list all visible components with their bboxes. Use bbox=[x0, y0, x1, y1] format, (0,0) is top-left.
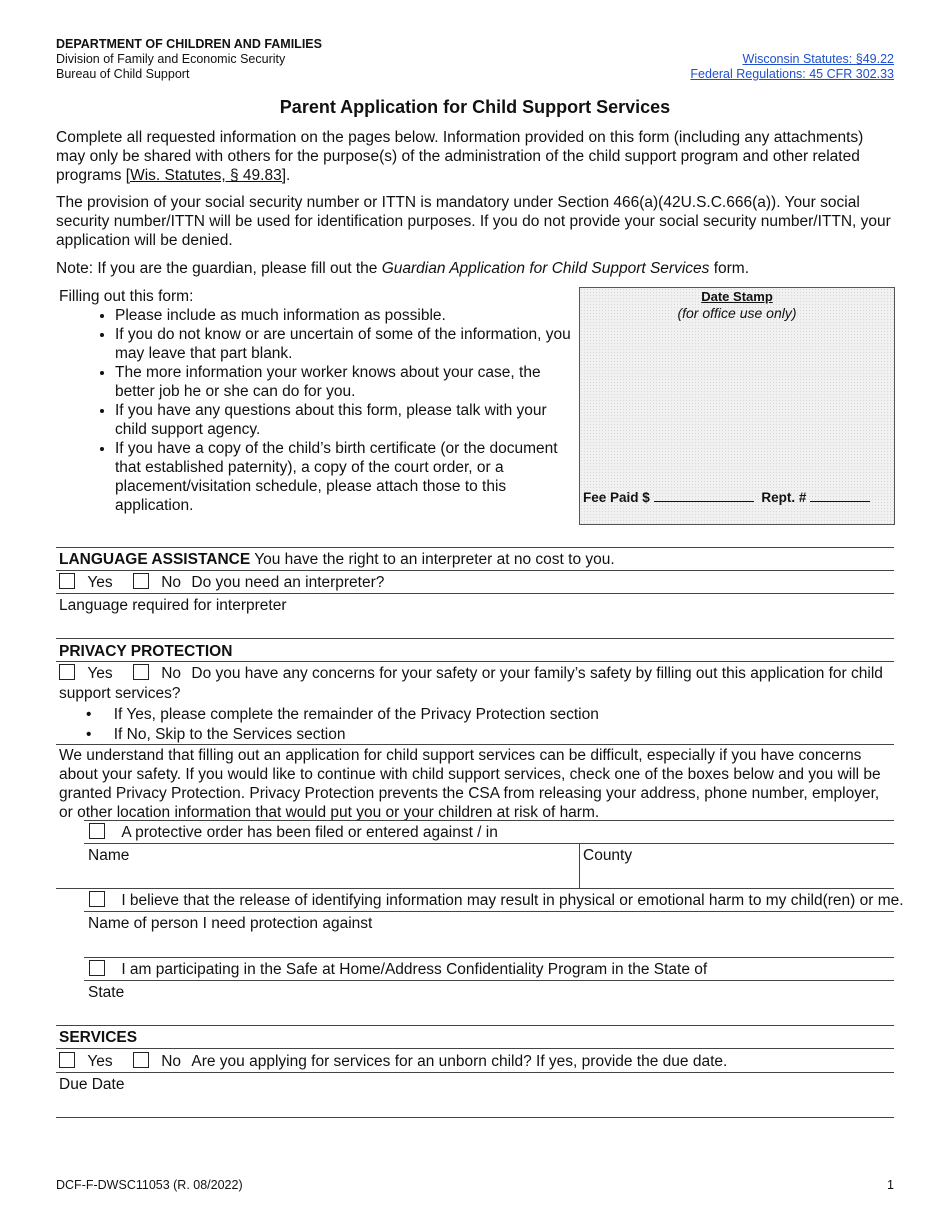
form-id: DCF-F-DWSC11053 (R. 08/2022) bbox=[56, 1178, 243, 1192]
form-title: Parent Application for Child Support Services bbox=[279, 97, 671, 117]
intro-end: . bbox=[286, 167, 291, 184]
harm-label: I believe that the release of identifying information may result in physical or emotional harm to my child(ren) or me. bbox=[121, 892, 904, 909]
protective-fields-input[interactable] bbox=[56, 888, 894, 889]
yes-label: Yes bbox=[87, 574, 113, 591]
list-item: • The more information your worker knows about your case, the better job he or she can do for you. bbox=[115, 363, 579, 401]
divider bbox=[56, 570, 894, 571]
safety-question: Do you have any concerns for your safety or your family’s safety by filling out this application for child bbox=[191, 665, 883, 682]
ssn-paragraph: The provision of your social security number or ITTN is mandatory under Section 466(a)(42U.S.C.666(a)). Your social security number/ITTN will be used for identification purposes. If you do not provide your social security number/ITTN, your application will be denied. bbox=[56, 194, 891, 249]
division-name: Division of Family and Economic Security bbox=[56, 52, 286, 66]
interpreter-yes-checkbox[interactable] bbox=[59, 573, 75, 589]
safe-at-home-option bbox=[89, 960, 707, 979]
language-heading-text: You have the right to an interpreter at no cost to you. bbox=[250, 551, 615, 568]
list-item: • If you have a copy of the child’s birth certificate (or the document that established paternity), a copy of the court order, or a placement/visitation schedule, please attach those to this application. bbox=[115, 439, 579, 515]
instructions-heading: Filling out this form: bbox=[59, 288, 194, 305]
divider bbox=[56, 744, 894, 745]
privacy-bullet-no bbox=[86, 725, 346, 744]
divider bbox=[56, 1048, 894, 1049]
fee-row bbox=[583, 490, 870, 505]
language-field-label: Language required for interpreter bbox=[59, 597, 287, 614]
protective-order-option bbox=[89, 823, 498, 842]
note-prefix: Note: If you are the guardian, please fill out the bbox=[56, 260, 382, 277]
unborn-question-row bbox=[59, 1052, 727, 1071]
agency-header bbox=[56, 37, 322, 82]
due-date-label: Due Date bbox=[59, 1076, 125, 1093]
note-suffix: form. bbox=[709, 260, 750, 277]
protective-order-checkbox[interactable] bbox=[89, 823, 105, 839]
divider bbox=[84, 980, 894, 981]
legal-references bbox=[690, 52, 894, 82]
guardian-form-name: Guardian Application for Child Support Services bbox=[381, 260, 710, 277]
harm-checkbox[interactable] bbox=[89, 891, 105, 907]
safety-question-row bbox=[59, 664, 883, 683]
divider bbox=[579, 843, 580, 888]
no-label: No bbox=[161, 1053, 182, 1070]
receipt-label: Rept. # bbox=[761, 490, 807, 505]
instructions-block bbox=[59, 287, 579, 515]
safety-question-cont: support services? bbox=[59, 685, 181, 702]
bullet-no-text: If No, Skip to the Services section bbox=[113, 726, 346, 743]
protective-order-label: A protective order has been filed or entered against / in bbox=[121, 824, 498, 841]
page-number: 1 bbox=[887, 1178, 894, 1192]
language-heading-row bbox=[59, 550, 615, 569]
list-item: • Please include as much information as possible. bbox=[115, 306, 579, 325]
protection-person-label: Name of person I need protection against bbox=[88, 915, 373, 932]
yes-label: Yes bbox=[87, 665, 113, 682]
privacy-bullet-yes bbox=[86, 705, 599, 724]
divider bbox=[84, 843, 894, 844]
intro-text: Complete all requested information on the pages below. Information provided on this form (including any attachments) may only be shared with others for the purpose(s) of the administration of the child support program and other related programs bbox=[56, 129, 864, 184]
yes-label: Yes bbox=[87, 1053, 113, 1070]
safe-at-home-label: I am participating in the Safe at Home/Address Confidentiality Program in the State of bbox=[121, 961, 708, 978]
language-heading: LANGUAGE ASSISTANCE bbox=[59, 551, 251, 568]
bureau-name: Bureau of Child Support bbox=[56, 67, 190, 81]
bullet-dot: • bbox=[86, 706, 92, 723]
no-label: No bbox=[161, 665, 182, 682]
department-name: DEPARTMENT OF CHILDREN AND FAMILIES bbox=[56, 37, 322, 51]
unborn-no-checkbox[interactable] bbox=[133, 1052, 149, 1068]
state-input[interactable] bbox=[56, 1025, 894, 1026]
date-stamp-box bbox=[579, 287, 895, 525]
language-field-input[interactable] bbox=[56, 638, 894, 639]
interpreter-question-row bbox=[59, 573, 384, 592]
protection-person-input[interactable] bbox=[84, 957, 894, 958]
instructions-list bbox=[59, 306, 579, 515]
safety-yes-checkbox[interactable] bbox=[59, 664, 75, 680]
fee-paid-label: Fee Paid $ bbox=[583, 490, 650, 505]
protective-county-label: County bbox=[583, 847, 633, 864]
bullet-dot: • bbox=[86, 726, 92, 743]
list-item: • If you have any questions about this form, please talk with your child support agency. bbox=[115, 401, 579, 439]
unborn-question: Are you applying for services for an unborn child? If yes, provide the due date. bbox=[191, 1053, 728, 1070]
divider bbox=[56, 661, 894, 662]
no-label: No bbox=[161, 574, 182, 591]
receipt-field[interactable] bbox=[810, 490, 870, 502]
due-date-input[interactable] bbox=[56, 1117, 894, 1118]
divider bbox=[56, 593, 894, 594]
divider bbox=[56, 1072, 894, 1073]
unborn-yes-checkbox[interactable] bbox=[59, 1052, 75, 1068]
list-item: • If you do not know or are uncertain of some of the information, you may leave that part blank. bbox=[115, 325, 579, 363]
privacy-explanation: We understand that filling out an application for child support services can be difficult, especially if you have concerns about your safety. If you would like to continue with child support services, check one of the boxes below and you will be granted Privacy Protection. Privacy Protection prevents the CSA from releasing your address, phone number, employer, or other location information that would put you or your children at risk of harm. bbox=[59, 747, 881, 821]
guardian-note bbox=[56, 259, 896, 278]
safety-no-checkbox[interactable] bbox=[133, 664, 149, 680]
statutes-link[interactable]: Wisconsin Statutes: §49.22 bbox=[742, 52, 894, 66]
statute-reference-link[interactable]: [Wis. Statutes, § 49.83] bbox=[125, 167, 287, 184]
divider bbox=[84, 820, 894, 821]
harm-option bbox=[89, 891, 904, 910]
protective-name-label: Name bbox=[88, 847, 130, 864]
divider bbox=[56, 547, 894, 548]
state-label: State bbox=[88, 984, 125, 1001]
safe-at-home-checkbox[interactable] bbox=[89, 960, 105, 976]
privacy-heading: PRIVACY PROTECTION bbox=[59, 643, 233, 660]
regulations-link[interactable]: Federal Regulations: 45 CFR 302.33 bbox=[690, 67, 894, 81]
date-stamp-title: Date Stamp bbox=[701, 289, 773, 304]
services-heading: SERVICES bbox=[59, 1029, 138, 1046]
bullet-yes-text: If Yes, please complete the remainder of the Privacy Protection section bbox=[113, 706, 599, 723]
interpreter-no-checkbox[interactable] bbox=[133, 573, 149, 589]
interpreter-question: Do you need an interpreter? bbox=[191, 574, 385, 591]
date-stamp-subtitle: (for office use only) bbox=[677, 305, 797, 321]
divider bbox=[84, 911, 894, 912]
fee-paid-field[interactable] bbox=[654, 490, 754, 502]
intro-paragraph bbox=[56, 128, 896, 185]
